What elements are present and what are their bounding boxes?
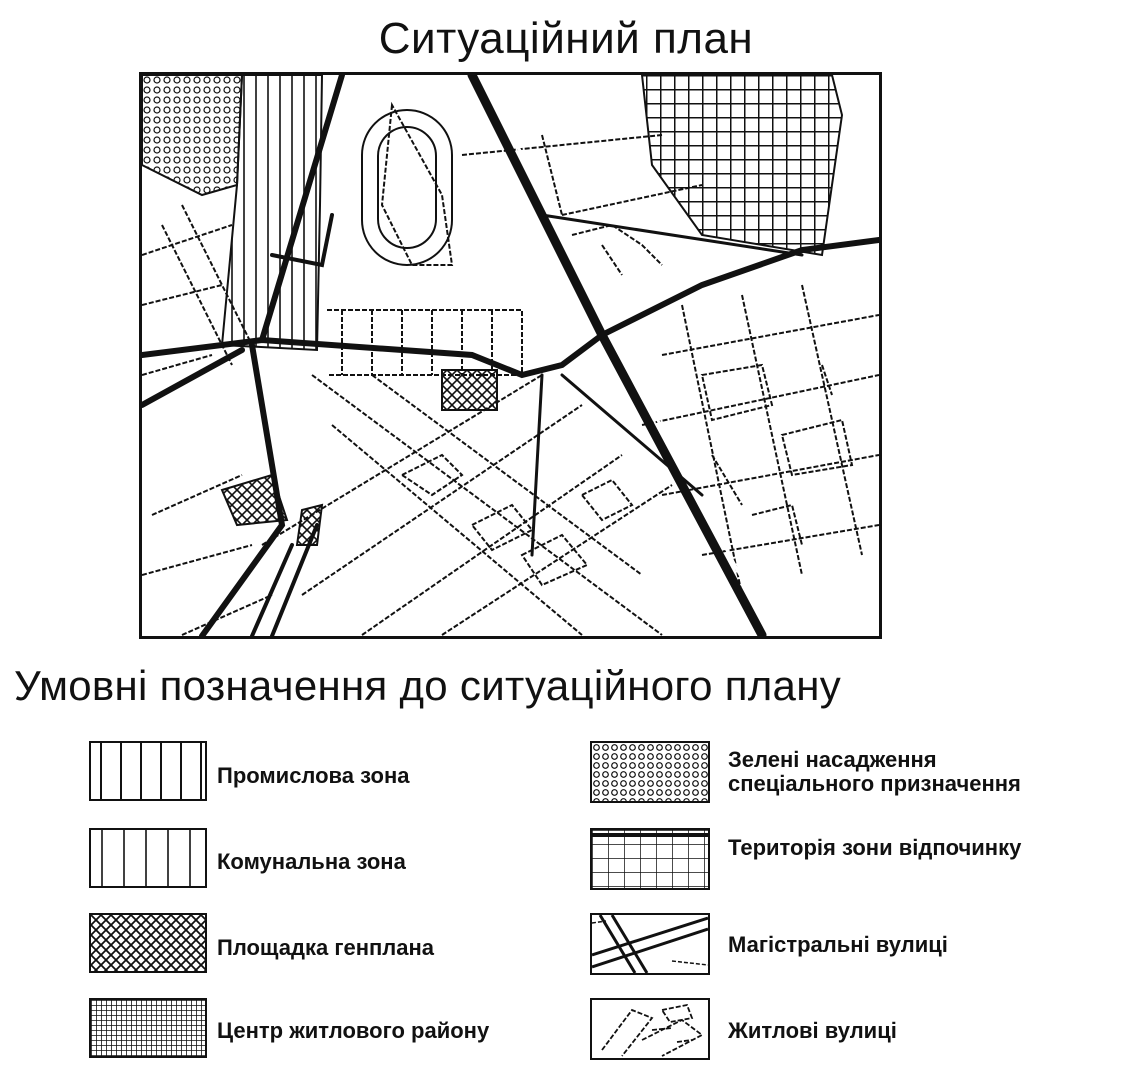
legend-title: Умовні позначення до ситуаційного плану [14,662,842,709]
site-genplan-swatch [89,913,207,973]
green-zone-swatch [590,741,710,803]
legend-label-communal: Комунальна зона [217,849,406,874]
legend-label-recreation: Територія зони відпочинку [728,835,1022,860]
communal-zone-swatch [89,828,207,888]
main-streets-swatch [590,913,710,975]
legend-label-main-streets: Магістральні вулиці [728,932,948,957]
residential-center-swatch [89,998,207,1058]
legend-label-green [728,748,1021,796]
recreation-zone-swatch [590,828,710,890]
legend-label-center: Центр житлового району [217,1018,490,1043]
legend-label-green-line2: спеціального призначення [728,771,1021,796]
map-title: Ситуаційний план [378,14,754,63]
legend-label-green-line1: Зелені насадження [728,747,937,772]
legend-label-industrial: Промислова зона [217,763,410,788]
green-zone [142,75,242,195]
legend-label-residential-streets: Житлові вулиці [728,1018,897,1043]
residential-streets-swatch [590,998,710,1060]
stadium-track [362,110,452,265]
industrial-zone-swatch [89,741,207,801]
recreation-zone [642,75,842,255]
situational-plan-map [139,72,882,639]
site-genplan [442,370,497,410]
legend-label-site: Площадка генплана [217,935,435,960]
